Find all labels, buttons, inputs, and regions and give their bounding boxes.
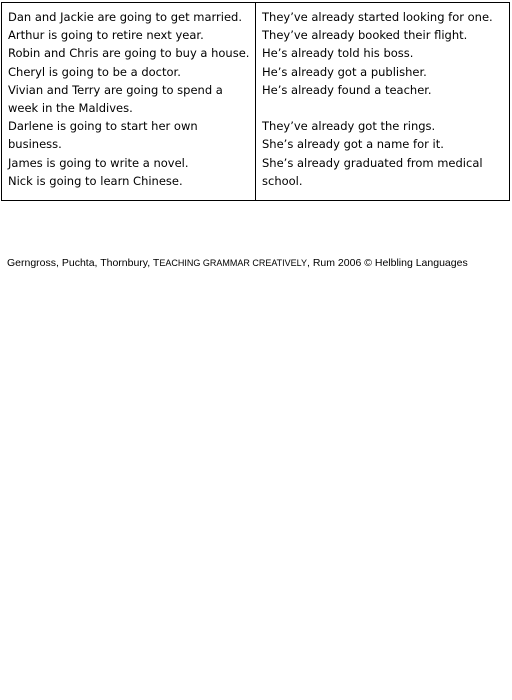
copyright-authors: Gerngross, Puchta, Thornbury, T <box>7 257 160 269</box>
right-blank-line <box>262 99 509 117</box>
left-sentence: James is going to write a novel. <box>8 155 189 170</box>
right-sentence: They’ve already booked their flight. <box>262 28 468 43</box>
right-sentence: She’s already got a name for it. <box>262 137 444 152</box>
left-sentence: Arthur is going to retire next year. <box>8 28 204 43</box>
right-sentence: She’s already graduated from medical <box>262 155 483 170</box>
left-sentence: Vivian and Terry are going to spend a <box>8 82 223 97</box>
left-sentence: Robin and Chris are going to buy a house. <box>8 46 250 61</box>
left-sentence: week in the Maldives. <box>8 101 133 116</box>
left-sentence: Nick is going to learn Chinese. <box>8 173 183 188</box>
right-sentence: They’ve already got the rings. <box>262 119 436 134</box>
left-sentence: business. <box>8 137 62 152</box>
matching-table <box>1 2 510 201</box>
right-sentence: He’s already found a teacher. <box>262 82 432 97</box>
copyright-publisher: , Rum 2006 © Helbling Languages <box>307 257 468 269</box>
left-sentence: Dan and Jackie are going to get married. <box>8 10 242 24</box>
copyright-book-title: EACHING GRAMMAR CREATIVELY <box>159 258 308 268</box>
right-sentence: school. <box>262 173 303 188</box>
table-left-column <box>2 3 256 200</box>
right-sentence: They’ve already started looking for one. <box>262 10 493 24</box>
copyright-notice <box>7 257 468 270</box>
left-sentence: Cheryl is going to be a doctor. <box>8 64 181 79</box>
table-right-column <box>256 3 509 200</box>
right-sentence: He’s already got a publisher. <box>262 64 427 79</box>
left-sentence: Darlene is going to start her own <box>8 119 198 134</box>
right-sentence: He’s already told his boss. <box>262 46 414 61</box>
